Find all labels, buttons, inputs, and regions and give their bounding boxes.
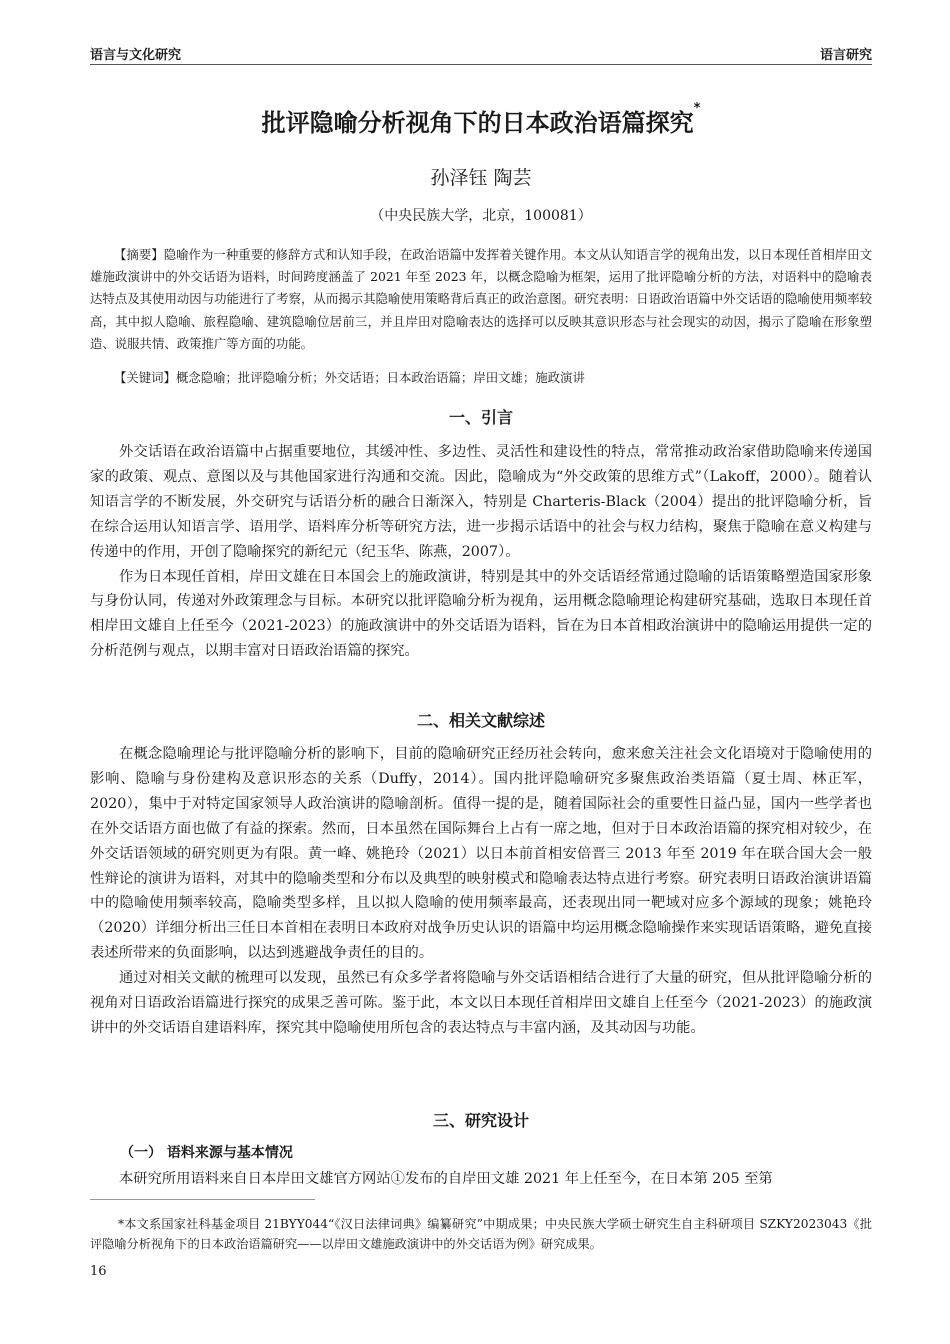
abstract: 【摘要】隐喻作为一种重要的修辞方式和认知手段，在政治语篇中发挥着关键作用。本文从认知语言学的视角出发，以日本现任首相岸田文雄施政演讲中的外交话语为语料，时间跨度涵盖了 2021 年至 2023 年，以概念隐喻为框架，运用了批评隐喻分析的方法，对语料中的隐喻表达特点及其使用动因与功能进行了考察，从而揭示其隐喻使用策略背后真正的政治意图。研究表明：日语政治语篇中外交话语的隐喻使用频率较高，其中拟人隐喻、旅程隐喻、建筑隐喻位居前三，并且岸田对隐喻表达的选择可以反映其意识形态与社会现实的动因，揭示了隐喻在形象塑造、说服共情、政策推广等方面的功能。: [90, 247, 872, 351]
review-paragraph: 在概念隐喻理论与批评隐喻分析的影响下，目前的隐喻研究正经历社会转向，愈来愈关注社会文化语境对于隐喻使用的影响、隐喻与身份建构及意识形态的关系（Duffy，2014）。国内批评隐喻研究多聚焦政治类语篇（夏士周、林正军，2020），集中于对特定国家领导人政治演讲的隐喻剖析。值得一提的是，随着国际社会的重要性日益凸显，国内一些学者也在外交话语方面也做了有益的探索。然而，日本虽然在国际舞台上占有一席之地，但对于日本政治语篇的探究相对较少，在外交话语领域的研究则更为有限。黄一峰、姚艳玲（2021）以日本前首相安倍晋三 2013 年至 2019 年在联合国大会一般性辩论的演讲为语料，对其中的隐喻类型和分布以及典型的映射模式和隐喻表达特点进行考察。研究表明日语政治演讲语篇中的隐喻使用频率较高，隐喻类型多样，且以拟人隐喻的使用频率最高，还表现出同一靶域对应多个源域的现象；姚艳玲（2020）详细分析出三任日本首相在表明日本政府对战争历史认识的语篇中均运用概念隐喻操作来实现话语策略，避免直接表述所带来的负面影响，以达到逃避战争责任的目的。: [90, 746, 872, 962]
subheading-corpus-source: （一） 语料来源与基本情况: [120, 1145, 293, 1161]
introduction-body: [90, 440, 872, 664]
article-title: [90, 103, 872, 138]
journal-name: 语言与文化研究: [90, 48, 182, 63]
footnote-divider: [90, 1199, 315, 1200]
page-number: 16: [90, 1264, 107, 1279]
footnote: *本文系国家社科基金项目 21BYY044“《汉日法律词典》编纂研究”中期成果；中央民族大学硕士研究生自主科研项目 SZKY2023043《批评隐喻分析视角下的日本政治语篇研究——以岸田文雄施政演讲中的外交话语为例》研究成果。: [90, 1217, 872, 1251]
heading-research-design: 三、研究设计: [432, 1111, 529, 1130]
authors: 孙泽钰 陶芸: [430, 167, 532, 189]
design-paragraph: 本研究所用语料来自日本岸田文雄官方网站①发布的自岸田文雄 2021 年上任至今，在日本第 205 至第: [119, 1171, 773, 1187]
intro-paragraph: 作为日本现任首相，岸田文雄在日本国会上的施政演讲，特别是其中的外交话语经常通过隐喻的话语策略塑造国家形象与身份认同，传递对外政策理念与目标。本研究以批评隐喻分析为视角，运用概念隐喻理论构建研究基础，选取日本现任首相岸田文雄自上任至今（2021-2023）的施政演讲中的外交话语为语料，旨在为日本首相政治演讲中的隐喻运用提供一定的分析范例与观点，以期丰富对日语政治语篇的探究。: [90, 568, 872, 660]
section-name: 语言研究: [819, 48, 872, 63]
review-body: [90, 742, 872, 1041]
design-body: [90, 1167, 872, 1192]
affiliation: （中央民族大学，北京，100081）: [370, 208, 592, 224]
intro-paragraph: 外交话语在政治语篇中占据重要地位，其缓冲性、多边性、灵活性和建设性的特点，常常推动政治家借助隐喻来传递国家的政策、观点、意图以及与其他国家进行沟通和交流。因此，隐喻成为“外交政策的思维方式”（Lakoff，2000）。随着认知语言学的不断发展，外交研究与话语分析的融合日渐深入，特别是 Charteris-Black（2004）提出的批评隐喻分析，旨在综合运用认知语言学、语用学、语料库分析等研究方法，进一步揭示话语中的社会与权力结构，聚焦于隐喻在意义构建与传递中的作用，开创了隐喻探究的新纪元（纪玉华、陈燕，2007）。: [90, 444, 872, 560]
running-header: [90, 42, 872, 65]
heading-literature-review: 二、相关文献综述: [416, 711, 545, 730]
heading-introduction: 一、引言: [448, 408, 513, 427]
review-paragraph: 通过对相关文献的梳理可以发现，虽然已有众多学者将隐喻与外交话语相结合进行了大量的研究，但从批评隐喻分析的视角对日语政治语篇进行探究的成果乏善可陈。鉴于此，本文以日本现任首相岸田文雄自上任至今（2021-2023）的施政演讲中的外交话语自建语料库，探究其中隐喻使用所包含的表达特点与丰富内涵，及其动因与功能。: [90, 970, 872, 1036]
title-footnote-mark: *: [693, 101, 701, 116]
keywords: 【关键词】概念隐喻；批评隐喻分析；外交话语；日本政治语篇；岸田文雄；施政演讲: [114, 370, 585, 385]
article-title-text: 批评隐喻分析视角下的日本政治语篇探究: [261, 109, 694, 137]
